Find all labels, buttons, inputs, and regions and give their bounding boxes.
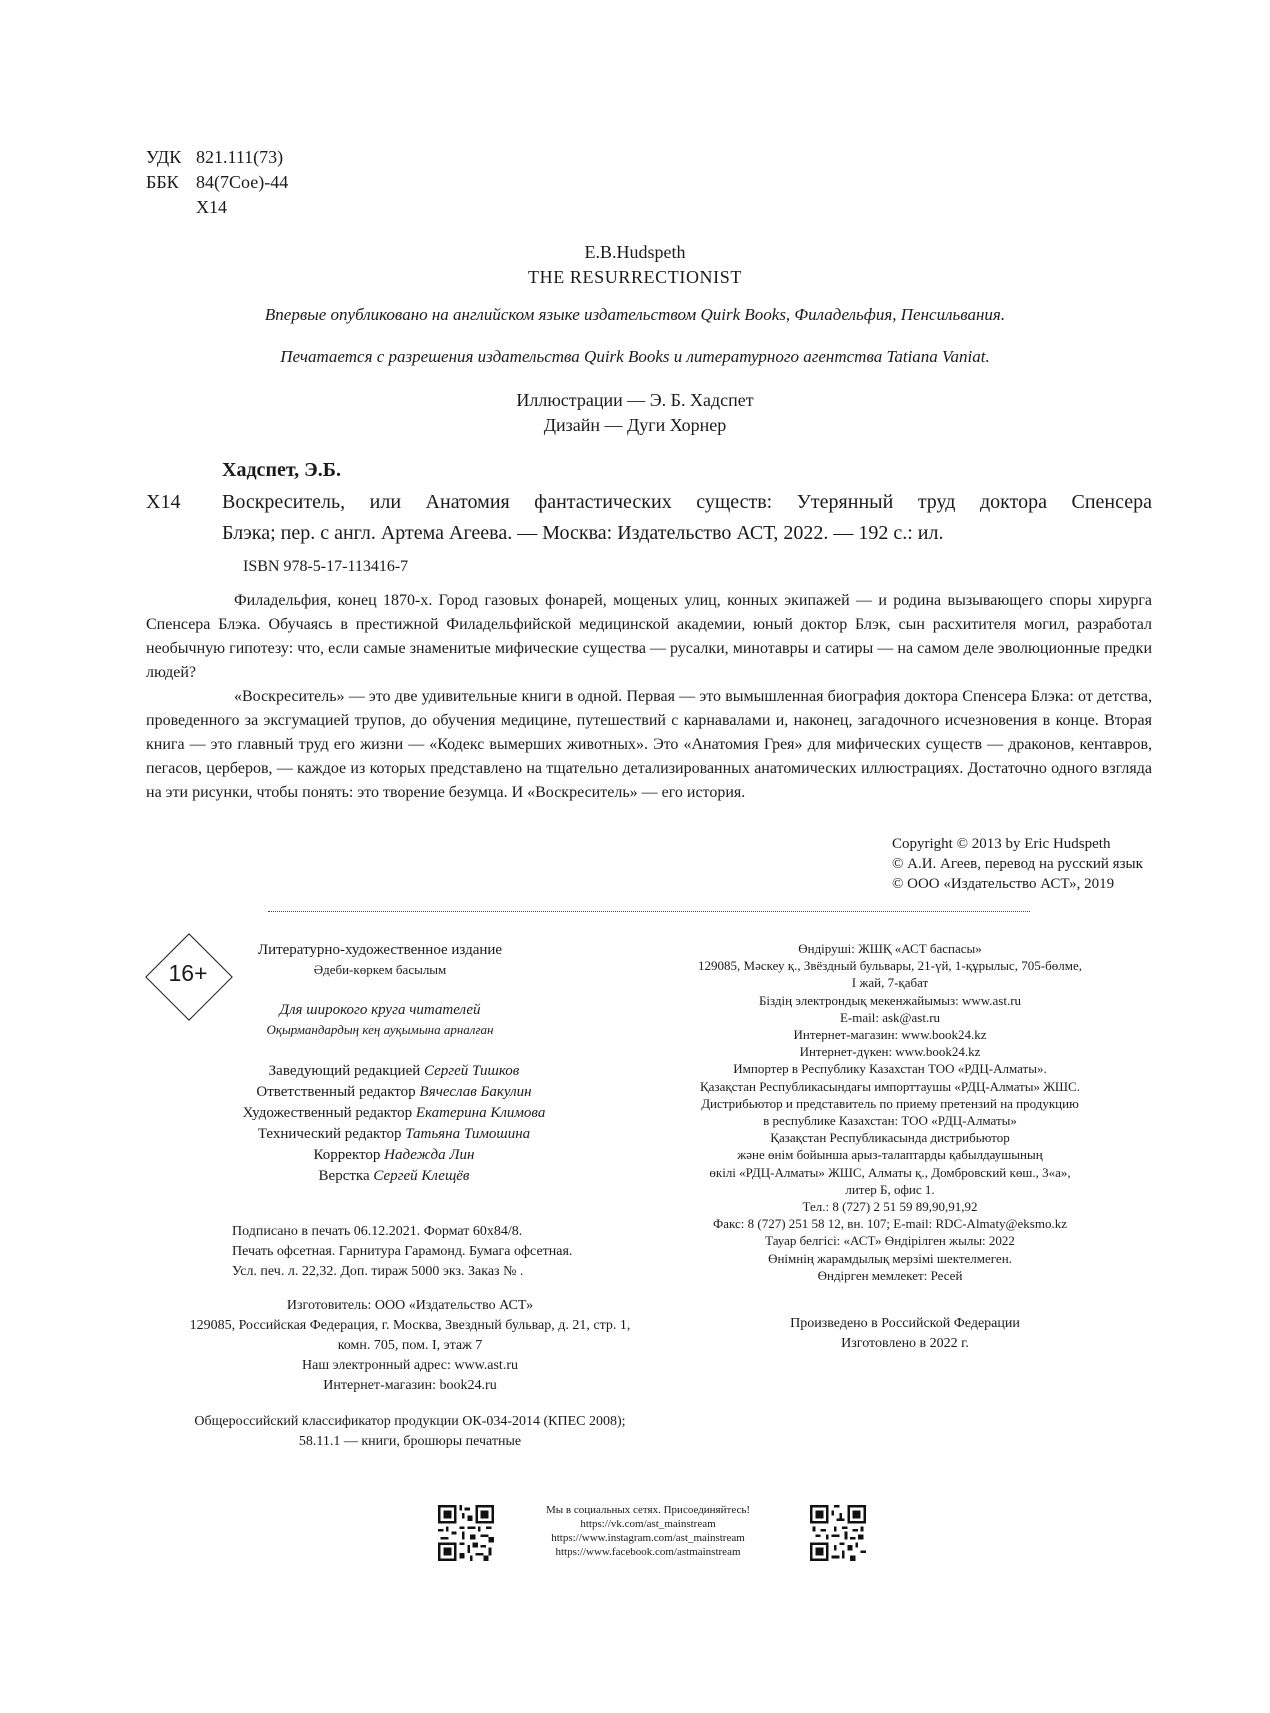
staff-row <box>206 1145 582 1166</box>
staff-row <box>206 1124 582 1145</box>
edition-type-ru: Литературно-художественное издание <box>257 942 503 958</box>
kz-line: E-mail: ask@ast.ru <box>839 1009 941 1025</box>
kz-line: және өнім бойынша арыз-талаптарды қабылдаушының <box>737 1147 1043 1163</box>
staff-row <box>206 1103 582 1124</box>
age-rating-label: 16+ <box>168 960 208 986</box>
social-link-vk[interactable]: https://vk.com/ast_mainstream <box>580 1518 716 1530</box>
manufacturer-line: Наш электронный адрес: www.ast.ru <box>302 1358 518 1373</box>
edition-type <box>232 940 528 978</box>
permission-note: Печатается с разрешения издательства Quirk Books и литературного агентства Tatiana Vaniat. <box>280 347 990 366</box>
udk-value: 821.111(73) <box>196 147 284 167</box>
staff-role: Ответственный редактор <box>256 1084 416 1100</box>
kz-line: Қазақстан Республикасында дистрибьютор <box>770 1130 1010 1146</box>
entry-author: Хадспет, Э.Б. <box>222 459 341 481</box>
annotation <box>146 589 1152 805</box>
kz-line: Тел.: 8 (727) 2 51 59 89,90,91,92 <box>802 1199 978 1215</box>
copyright-block <box>892 834 1143 894</box>
okp-line: 58.11.1 — книги, брошюры печатные <box>298 1434 522 1449</box>
print-info-line: Подписано в печать 06.12.2021. Формат 60x84/8. <box>232 1224 523 1239</box>
illustration-credits <box>0 388 1270 438</box>
made-in-block <box>760 1314 1050 1354</box>
staff-role: Технический редактор <box>257 1126 402 1142</box>
staff-row <box>206 1061 582 1082</box>
kz-line: в республике Казахстан: ТОО «РДЦ-Алматы» <box>763 1113 1017 1129</box>
social-heading: Мы в социальных сетях. Присоединяйтесь! <box>545 1504 751 1516</box>
staff-name: Татьяна Тимошина <box>405 1126 531 1142</box>
edition-type-kz: Әдеби-көркем басылым <box>313 962 447 977</box>
annotation-paragraph-1: Филадельфия, конец 1870-х. Город газовых фонарей, мощеных улиц, конных экипажей — и родина вызывающего споры хирурга Спенсера Блэка. Обучаясь в престижной Филадельфийской медицинской академии, юный доктор Блэк, сын расхитителя могил, разработал необычную гипотезу: что, если самые знаменитые мифические существа — русалки, минотавры и сатиры — на самом деле эволюционные предки людей? <box>146 592 1152 681</box>
kz-line: Интернет-магазин: www.book24.kz <box>793 1027 987 1043</box>
staff-role: Заведующий редакцией <box>268 1063 421 1079</box>
entry-title-line1: Воскреситель, или Анатомия фантастических существ: Утерянный труд доктора Спенсера <box>222 491 1152 513</box>
kz-line: өкілі «РДЦ-Алматы» ЖШС, Алматы қ., Домбровский көш., 3«а», <box>709 1164 1071 1180</box>
staff-role: Верстка <box>318 1168 370 1184</box>
kz-line: I жай, 7-қабат <box>851 975 929 991</box>
staff-row <box>206 1166 582 1187</box>
staff-name: Надежда Лин <box>384 1147 475 1163</box>
qr-code-icon[interactable] <box>438 1505 494 1561</box>
udk-label: УДК <box>146 147 182 167</box>
staff-role: Художественный редактор <box>242 1105 413 1121</box>
isbn: ISBN 978-5-17-113416-7 <box>243 558 409 575</box>
social-block <box>498 1503 798 1559</box>
social-link-instagram[interactable]: https://www.instagram.com/ast_mainstream <box>551 1532 745 1544</box>
copyright-line: Copyright © 2013 by Eric Hudspeth <box>892 836 1111 852</box>
print-info-line: Усл. печ. л. 22,32. Доп. тираж 5000 экз. Заказ № . <box>232 1264 524 1279</box>
bbk-value: 84(7Сое)-44 <box>196 172 289 192</box>
illustrations-credit: Иллюстрации — Э. Б. Хадспет <box>516 390 754 410</box>
made-in-line: Изготовлено в 2022 г. <box>841 1336 969 1351</box>
product-classifier <box>150 1412 670 1452</box>
kz-line: Тауар белгісі: «АСТ» Өндірілген жылы: 2022 <box>765 1233 1015 1249</box>
manufacturer-line: Интернет-магазин: book24.ru <box>323 1378 497 1393</box>
qr-code-icon[interactable] <box>810 1505 866 1561</box>
kz-line: Факс: 8 (727) 251 58 12, вн. 107; E-mail: RDC-Almaty@eksmo.kz <box>712 1216 1067 1232</box>
staff-name: Вячеслав Бакулин <box>419 1084 532 1100</box>
print-info <box>232 1222 612 1282</box>
kz-line: Интернет-дүкен: www.book24.kz <box>799 1044 981 1060</box>
kz-line: 129085, Мәскеу қ., Звёздный бульвары, 21-үй, 1-құрылыс, 705-бөлме, <box>698 958 1082 974</box>
original-title: THE RESURRECTIONIST <box>528 267 742 287</box>
first-published-note: Впервые опубликовано на английском языке издательством Quirk Books, Филадельфия, Пенсильвания. <box>264 305 1006 324</box>
manufacturer-info <box>150 1296 670 1396</box>
readers-ru: Для широкого круга читателей <box>279 1002 481 1018</box>
kz-line: Қазақстан Республикасындағы импорттаушы «РДЦ-Алматы» ЖШС. <box>700 1078 1080 1094</box>
kz-line: литер Б, офис 1. <box>845 1181 935 1197</box>
entry-title-line2: Блэка; пер. с англ. Артема Агеева. — Москва: Издательство АСТ, 2022. — 192 с.: ил. <box>222 522 944 544</box>
bbk-row <box>146 170 288 195</box>
dotted-divider <box>268 911 1030 912</box>
okp-line: Общероссийский классификатор продукции ОК-034-2014 (КПЕС 2008); <box>194 1414 626 1429</box>
manufacturer-line: 129085, Российская Федерация, г. Москва, Звездный бульвар, д. 21, стр. 1, <box>189 1318 631 1333</box>
social-link-facebook[interactable]: https://www.facebook.com/astmainstream <box>555 1546 741 1558</box>
author-mark: Х14 <box>196 197 227 217</box>
staff-name: Сергей Клещёв <box>373 1168 470 1184</box>
staff-name: Екатерина Климова <box>415 1105 546 1121</box>
kz-line: Өндіруші: ЖШҚ «АСТ баспасы» <box>798 941 982 956</box>
entry-code: Х14 <box>146 491 181 513</box>
readers-kz: Оқырмандардың кең ауқымына арналған <box>266 1022 494 1037</box>
kz-line: Өндірген мемлекет: Ресей <box>817 1267 963 1283</box>
kz-line: Өнімнің жарамдылық мерзімі шектелмеген. <box>768 1250 1012 1266</box>
kz-line: Дистрибьютор и представитель по приему претензий на продукцию <box>701 1095 1079 1111</box>
original-title-block <box>0 240 1270 290</box>
annotation-paragraph-2: «Воскреситель» — это две удивительные книги в одной. Первая — это вымышленная биография доктора Спенсера Блэка: от детства, проведенного за эксгумацией трупов, до обучения медицине, путешествий с карнавалами и, наконец, загадочного исчезновения в конце. Вторая книга — это главный труд его жизни — «Кодекс вымерших животных». Это «Анатомия Грея» для мифических существ — драконов, кентавров, пегасов, церберов, — каждое из которых представлено на тщательно детализированных анатомических иллюстрациях. Достаточно одного взгляда на эти рисунки, чтобы понять: это творение безумца. И «Воскреситель» — его история. <box>146 688 1152 801</box>
kz-line: Импортер в Республику Казахстан ТОО «РДЦ-Алматы». <box>733 1061 1047 1077</box>
print-info-line: Печать офсетная. Гарнитура Гарамонд. Бумага офсетная. <box>232 1244 573 1259</box>
staff-row <box>206 1082 582 1103</box>
design-credit: Дизайн — Дуги Хорнер <box>543 415 727 435</box>
manufacturer-line: Изготовитель: ООО «Издательство АСТ» <box>286 1298 534 1313</box>
kazakhstan-info <box>660 940 1120 1284</box>
staff-role: Корректор <box>313 1147 381 1163</box>
staff-list <box>206 1061 582 1187</box>
udk-row <box>146 145 288 170</box>
bbk-label: ББК <box>146 172 179 192</box>
manufacturer-line: комн. 705, пом. I, этаж 7 <box>337 1338 483 1353</box>
copyright-line: © ООО «Издательство АСТ», 2019 <box>892 876 1115 892</box>
kz-line: Біздің электрондық мекенжайымыз: www.ast.ru <box>758 992 1022 1008</box>
made-in-line: Произведено в Российской Федерации <box>790 1316 1020 1331</box>
copyright-line: © А.И. Агеев, перевод на русский язык <box>892 856 1143 872</box>
staff-name: Сергей Тишков <box>424 1063 520 1079</box>
classification-codes <box>146 145 288 220</box>
original-author: E.B.Hudspeth <box>584 242 686 262</box>
readers-note <box>232 1000 528 1038</box>
